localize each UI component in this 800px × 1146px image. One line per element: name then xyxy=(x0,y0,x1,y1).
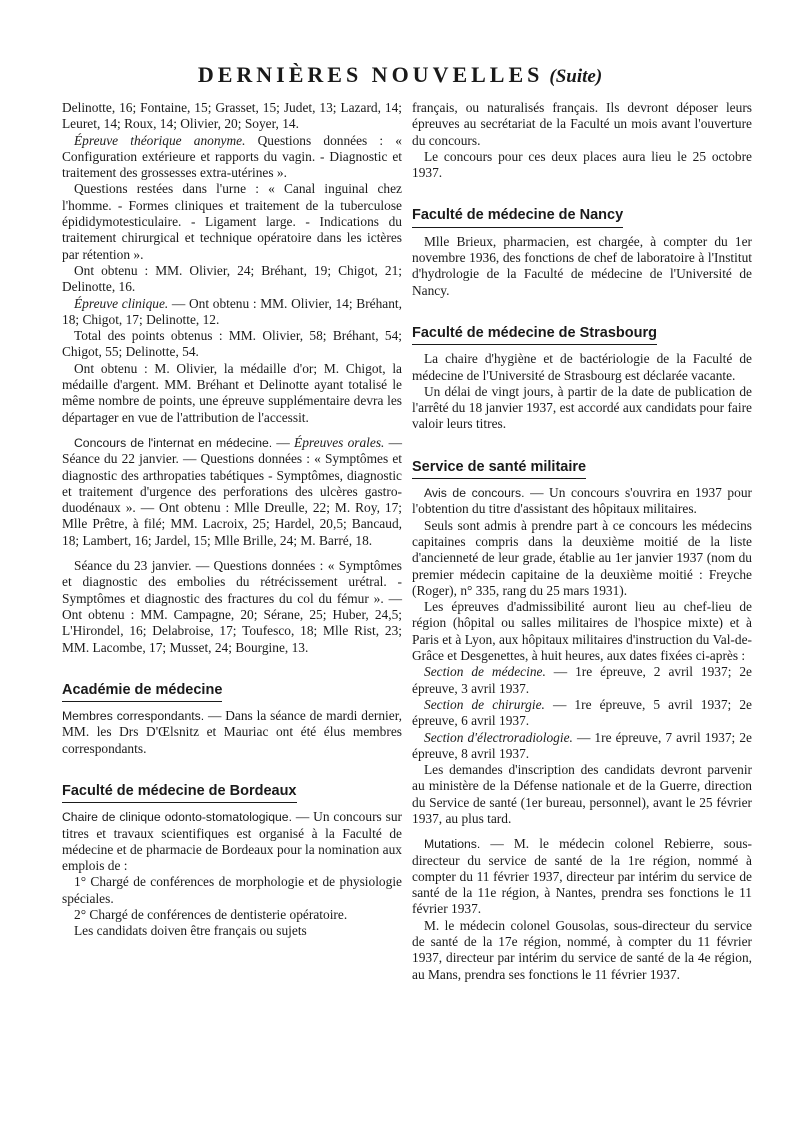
paragraph-text: — Un concours sur titres et travaux scientifiques est organisé à la Faculté de médecine et de pharmacie de Bordeaux pour la nomination aux emplois de : xyxy=(62,809,402,874)
paragraph: Total des points obtenus : MM. Olivier, 58; Bréhant, 54; Chigot, 55; Delinotte, 54. xyxy=(62,328,402,360)
paragraph xyxy=(412,836,752,917)
paragraph-text: — Dans la séance de mardi dernier, MM. les Drs D'Œlsnitz et Mauriac ont été élus membres correspondants. xyxy=(62,708,402,756)
paragraph: La chaire d'hygiène et de bactériologie de la Faculté de médecine de l'Université de Strasbourg est déclarée vacante. xyxy=(412,351,752,383)
paragraph: français, ou naturalisés français. Ils devront déposer leurs épreuves au secrétariat de la Faculté un mois avant l'ouverture du concours. xyxy=(412,100,752,148)
paragraph-text: — M. le médecin colonel Rebierre, sous-directeur du service de santé de la 1re région, nommé à compter du 11 février 1937, directeur par intérim du service de santé de la 11e région, à Nantes, prendra ses fonctions le 11 février 1937. xyxy=(412,836,752,917)
paragraph xyxy=(62,133,402,182)
paragraph-text: — 1re épreuve, 5 avril 1937; 2e épreuve, 6 avril 1937. xyxy=(412,696,752,729)
right-column xyxy=(412,100,752,983)
paragraph: Les épreuves d'admissibilité auront lieu au chef-lieu de région (hôpital ou salles militaires de l'hospice mixte) et à Paris et à Lyon, aux hôpitaux militaires d'instruction du Val-de-Grâce et Desgenettes, à huit heures, aux dates fixées ci-après : xyxy=(412,599,752,664)
paragraph-text: — 1re épreuve, 7 avril 1937; 2e épreuve, 8 avril 1937. xyxy=(412,729,752,761)
paragraph-label: Chaire de clinique odonto-stomatologique. xyxy=(62,810,292,825)
paragraph xyxy=(412,730,752,763)
paragraph xyxy=(62,296,402,329)
paragraph: 1° Chargé de conférences de morphologie et de physiologie spéciales. xyxy=(62,874,402,906)
paragraph-text: Questions données : « Configuration extérieure et rapports du vagin. - Diagnostic et traitement des grossesses extra-utérines ». xyxy=(62,132,402,181)
paragraph-text: — Ont obtenu : MM. Olivier, 14; Bréhant, 18; Chigot, 17; Delinotte, 12. xyxy=(62,295,402,327)
paragraph-italic: Section de chirurgie. xyxy=(424,696,545,712)
section-heading: Faculté de médecine de Bordeaux xyxy=(62,783,297,803)
paragraph-text: — Séance du 22 janvier. — Questions données : « Symptômes et diagnostic des arthropaties tabétiques - Symptômes, diagnostic et traitement d'urgence des perforations des ulcères gastro-duodénaux ». — Ont obtenu : Mlle Dreulle, 22; M. Roy, 17; Mlle Prêtre, à filé; MM. Lacroix, 25; Hardel, 20,5; Bancaud, 18; Lambert, 16; Jardel, 15; Mlle Brille, 24; M. Barré, 18. xyxy=(62,434,403,548)
section-heading: Faculté de médecine de Nancy xyxy=(412,207,623,227)
paragraph-text: — 1re épreuve, 2 avril 1937; 2e épreuve, 3 avril 1937. xyxy=(412,664,752,696)
paragraph xyxy=(412,697,752,730)
section-heading: Académie de médecine xyxy=(62,682,222,702)
section-heading: Service de santé militaire xyxy=(412,459,586,479)
paragraph-label: Concours de l'internat en médecine. xyxy=(74,435,273,450)
left-column xyxy=(62,100,402,940)
paragraph: Les demandes d'inscription des candidats devront parvenir au ministère de la Défense nationale et de la Guerre, direction du Service de santé (1er bureau, personnel), avant le 25 février 1937, au plus tard. xyxy=(412,762,752,826)
paragraph: Questions restées dans l'urne : « Canal inguinal chez l'homme. - Formes cliniques et traitement de la tuberculose épididymotesticulaire. - Ligament large. - Indications du traitement chirurgical et technique opératoire dans les ictères par rétention ». xyxy=(62,181,402,262)
paragraph-label: Membres correspondants. xyxy=(62,709,205,724)
paragraph: Seuls sont admis à prendre part à ce concours les médecins capitaines compris dans la deuxième moitié de la liste d'ancienneté de leur grade, établie au 1er janvier 1937 (nom du premier médecin capitaine de la deuxième moitié : Freyche (Roger), n° 335, rang du 25 mars 1931). xyxy=(412,517,752,598)
paragraph-label: Mutations. xyxy=(424,837,481,852)
paragraph: Ont obtenu : MM. Olivier, 24; Bréhant, 19; Chigot, 21; Delinotte, 16. xyxy=(62,262,402,295)
paragraph: Un délai de vingt jours, à partir de la date de publication de l'arrêté du 18 janvier 1937, est accordé aux candidats pour faire valoir leurs titres. xyxy=(412,383,752,432)
page-title-text: DERNIÈRES NOUVELLES xyxy=(197,62,544,87)
paragraph: M. le médecin colonel Gousolas, sous-directeur du service de santé de la 17e région, nommé, à compter du 11 février 1937, directeur par intérim du service de santé de la 4e région, au Mans, prendra ses fonctions le 11 février 1937. xyxy=(412,917,752,982)
paragraph xyxy=(412,664,752,697)
paragraph-label: Épreuve clinique. xyxy=(74,295,169,311)
paragraph-italic: Épreuves orales. xyxy=(294,434,385,450)
paragraph-label: Épreuve théorique anonyme. xyxy=(74,132,246,148)
paragraph: Le concours pour ces deux places aura lieu le 25 octobre 1937. xyxy=(412,148,752,181)
paragraph-text: — Un concours s'ouvrira en 1937 pour l'obtention du titre d'assistant des hôpitaux militaires. xyxy=(412,485,752,517)
paragraph-italic: Section de médecine. xyxy=(424,664,546,680)
paragraph-label: Avis de concours. xyxy=(424,486,525,501)
paragraph xyxy=(62,435,402,549)
paragraph: Ont obtenu : M. Olivier, la médaille d'or; M. Chigot, la médaille d'argent. MM. Bréhant et Delinotte ayant totalisé le même nombre de points, une épreuve supplémentaire devra les départager en vue de l'attribution de l'accessit. xyxy=(62,360,402,425)
paragraph xyxy=(412,485,752,518)
paragraph: Delinotte, 16; Fontaine, 15; Grasset, 15; Judet, 13; Lazard, 14; Leuret, 14; Roux, 14; Olivier, 20; Soyer, 14. xyxy=(62,100,402,132)
paragraph: 2° Chargé de conférences de dentisterie opératoire. xyxy=(74,907,348,923)
paragraph-dash: — xyxy=(272,434,295,450)
page-title-suite: (Suite) xyxy=(549,66,603,87)
paragraph xyxy=(62,708,402,757)
paragraph: Mlle Brieux, pharmacien, est chargée, à compter du 1er novembre 1936, des fonctions de chef de laboratoire à l'Institut d'hydrologie de la Faculté de médecine de l'Université de Nancy. xyxy=(412,233,752,298)
page-title xyxy=(0,62,800,88)
paragraph-italic: Section d'électroradiologie. xyxy=(424,729,573,745)
paragraph: Les candidats doiven être français ou sujets xyxy=(74,923,307,939)
paragraph xyxy=(62,809,402,874)
paragraph: Séance du 23 janvier. — Questions données : « Symptômes et diagnostic des embolies du rétrécissement urétral. - Symptômes et diagnostic des fractures du col du fémur ». — Ont obtenu : MM. Campagne, 20; Sérane, 25; Huber, 24,5; L'Hirondel, 16; Delabroise, 17; Toufesco, 18; Mlle Rist, 23; MM. Lacombe, 17; Musset, 24; Bourgine, 13. xyxy=(62,558,402,655)
section-heading: Faculté de médecine de Strasbourg xyxy=(412,325,657,345)
